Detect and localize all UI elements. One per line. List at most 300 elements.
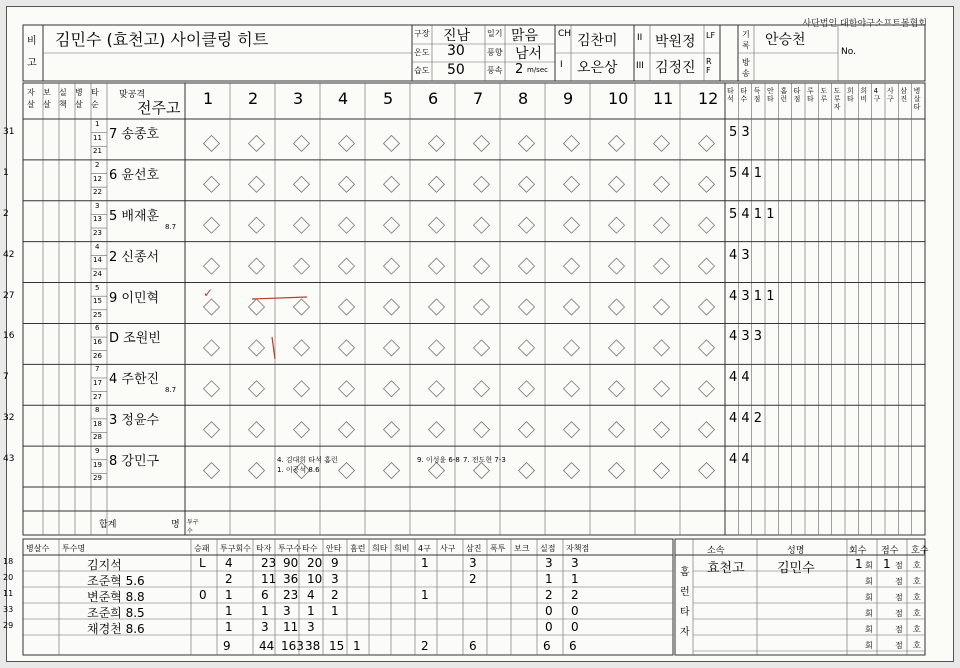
base-diamond: [519, 135, 535, 151]
pitcher-header: 보크: [514, 544, 530, 553]
hr-no-unit: 호: [913, 625, 921, 634]
pitcher-header: 병살수: [26, 544, 50, 553]
base-diamond: [384, 258, 400, 274]
inning-4-header: 4: [338, 89, 349, 108]
pitcher-ip: 1: [225, 620, 233, 634]
base-diamond: [249, 217, 265, 233]
pitcher-wl: 0: [199, 588, 207, 602]
base-diamond: [474, 176, 490, 192]
left-header: 타순: [91, 88, 99, 109]
pitcher-ab: 3: [307, 620, 315, 634]
lf-label: LF: [706, 31, 716, 40]
base-diamond: [429, 258, 445, 274]
row-margin-number: 7: [3, 372, 9, 383]
pitcher-header: 사구: [440, 544, 456, 553]
pitcher-header: 투구회수: [220, 544, 251, 553]
batter-sub: 8.7: [165, 222, 177, 231]
batter-name: 6 윤선호: [109, 167, 160, 183]
ump-ch-label: CH: [558, 29, 572, 39]
wind-speed: 2: [515, 62, 524, 77]
base-diamond: [654, 135, 670, 151]
base-diamond: [204, 299, 220, 315]
stat-header: 도루자: [833, 87, 841, 111]
stat-header: 타점: [793, 87, 801, 103]
base-diamond: [519, 258, 535, 274]
hr-side-label: 런: [680, 587, 690, 598]
pitcher-bb: 1: [421, 588, 429, 602]
base-diamond: [564, 381, 580, 397]
batter-stats: 4 3: [729, 247, 750, 263]
batter-name: D 조원빈: [109, 331, 161, 347]
hr-header: 호수: [911, 546, 929, 556]
base-diamond: [294, 381, 310, 397]
pitcher-total-hr: 1: [353, 639, 361, 653]
base-diamond: [699, 135, 715, 151]
base-diamond: [204, 422, 220, 438]
base-diamond: [384, 135, 400, 151]
pitcher-r: 0: [545, 604, 553, 618]
row-margin-number: 42: [3, 249, 15, 260]
pitcher-bf: 11: [261, 572, 277, 586]
hr-inning-unit: 회: [865, 641, 873, 650]
base-diamond: [609, 176, 625, 192]
inning-5-header: 5: [383, 89, 394, 108]
base-diamond: [654, 422, 670, 438]
pitcher-margin: 18: [3, 557, 14, 566]
pitcher-ip: 1: [225, 588, 233, 602]
totals-unit: 명: [171, 520, 180, 530]
hr-batter: 김민수: [777, 561, 815, 576]
pitcher-header: 안타: [326, 544, 342, 553]
base-diamond: [384, 463, 400, 479]
base-diamond: [384, 422, 400, 438]
stat-header: 희비: [860, 87, 868, 103]
association-name: 사단법인 대한야구소프트볼협회: [802, 19, 927, 29]
base-diamond: [699, 217, 715, 233]
inning-9-header: 9: [563, 89, 574, 108]
svg-text:✓: ✓: [203, 286, 214, 300]
pitcher-er: 0: [571, 604, 579, 618]
batter-stats: 4 3 1 1: [729, 288, 775, 304]
stat-header: 타수: [740, 87, 748, 103]
batter-code: 27: [93, 392, 102, 401]
pitcher-total-er: 6: [569, 639, 577, 653]
wind-dir-label: 풍향: [487, 48, 503, 57]
hr-point-unit: 점: [895, 577, 903, 586]
base-diamond: [474, 422, 490, 438]
pitcher-total-np: 163: [281, 639, 304, 653]
pitcher-er: 3: [571, 556, 579, 570]
hr-no-unit: 호: [913, 561, 921, 570]
batter-code: 6: [95, 324, 100, 333]
row-margin-number: 2: [3, 208, 9, 219]
pitcher-np: 36: [283, 572, 299, 586]
base-diamond: [699, 176, 715, 192]
pitcher-total-k: 6: [469, 639, 477, 653]
base-diamond: [699, 299, 715, 315]
note-3: 9. 이성윤 6-8: [417, 456, 460, 464]
base-diamond: [699, 340, 715, 356]
pitcher-ab: 1: [307, 604, 315, 618]
pitcher-r: 1: [545, 572, 553, 586]
stat-header: 홈런: [780, 87, 788, 103]
batter-code: 18: [93, 419, 102, 428]
base-diamond: [384, 381, 400, 397]
batter-code: 23: [93, 229, 102, 238]
batter-name: 9 이민혁: [109, 290, 160, 306]
batter-code: 19: [93, 460, 102, 469]
base-diamond: [339, 176, 355, 192]
inning-2-header: 2: [248, 89, 259, 108]
batter-code: 22: [93, 188, 102, 197]
pitcher-ab: 4: [307, 588, 315, 602]
base-diamond: [609, 340, 625, 356]
note-1: 4. 김대희 타석 홈런: [277, 456, 338, 464]
base-diamond: [294, 176, 310, 192]
hr-no-unit: 호: [913, 609, 921, 618]
base-diamond: [204, 176, 220, 192]
base-diamond: [609, 422, 625, 438]
base-diamond: [654, 217, 670, 233]
base-diamond: [249, 463, 265, 479]
ump-3: 김정진: [655, 60, 696, 76]
stat-header: 희타: [847, 87, 854, 103]
wind-speed-label: 풍속: [487, 66, 503, 75]
pitcher-header: 자책점: [566, 544, 590, 553]
base-diamond: [654, 381, 670, 397]
pitcher-wl: L: [199, 556, 206, 570]
base-diamond: [249, 422, 265, 438]
base-diamond: [384, 299, 400, 315]
base-diamond: [609, 217, 625, 233]
base-diamond: [564, 258, 580, 274]
batter-code: 1: [95, 120, 100, 128]
batter-code: 11: [93, 133, 102, 142]
pitcher-header: 승패: [194, 544, 210, 553]
batter-code: 16: [93, 338, 102, 347]
base-diamond: [429, 217, 445, 233]
pitcher-np: 3: [283, 604, 291, 618]
batter-code: 3: [95, 201, 100, 210]
base-diamond: [249, 381, 265, 397]
inning-11-header: 11: [653, 89, 674, 108]
team-name: 전주고: [137, 99, 181, 117]
pitcher-bb: 1: [421, 556, 429, 570]
weather-label: 일기: [487, 29, 503, 38]
base-diamond: [519, 176, 535, 192]
game-title: 김민수 (효천고) 사이클링 히트: [55, 30, 269, 49]
ump-2-label: II: [637, 33, 643, 43]
base-diamond: [609, 299, 625, 315]
inning-3-header: 3: [293, 89, 304, 108]
base-diamond: [294, 340, 310, 356]
stat-header: 삼진: [900, 87, 908, 103]
hr-side-label: 타: [680, 607, 690, 618]
base-diamond: [474, 217, 490, 233]
base-diamond: [564, 340, 580, 356]
pitcher-np: 23: [283, 588, 299, 602]
base-diamond: [294, 217, 310, 233]
ump-2: 박원정: [655, 34, 696, 50]
base-diamond: [429, 340, 445, 356]
pitcher-bf: 3: [261, 620, 269, 634]
base-diamond: [204, 258, 220, 274]
no-label: No.: [841, 47, 856, 57]
hr-side-label: 자: [680, 627, 690, 638]
broadcast-label: 방송: [742, 58, 750, 78]
batter-name: 3 정윤수: [109, 413, 160, 429]
batter-code: 29: [93, 474, 102, 483]
pitcher-k: 2: [469, 572, 477, 586]
pitcher-r: 0: [545, 620, 553, 634]
pitcher-r: 2: [545, 588, 553, 602]
stat-header: 4구: [873, 87, 881, 103]
pitcher-header: 폭투: [490, 544, 506, 553]
base-diamond: [249, 176, 265, 192]
base-diamond: [429, 422, 445, 438]
hr-inning-unit: 회: [865, 577, 873, 586]
base-diamond: [249, 135, 265, 151]
left-header: 보살: [43, 88, 51, 109]
stat-header: 사구: [887, 87, 894, 103]
batter-code: 17: [93, 378, 102, 387]
note-2: 1. 이공석 8.6: [277, 466, 320, 474]
ump-ch: 김찬미: [577, 33, 618, 49]
base-diamond: [294, 422, 310, 438]
pitcher-name: 김지석: [87, 558, 122, 572]
hr-inning: 1: [855, 557, 863, 571]
hr-no-unit: 호: [913, 641, 921, 650]
pitcher-header: 투수명: [62, 544, 86, 553]
pitcher-header: 4구: [418, 544, 431, 553]
pitcher-margin: 11: [3, 589, 14, 598]
temp: 30: [447, 43, 465, 59]
inning-8-header: 8: [518, 89, 529, 108]
base-diamond: [339, 340, 355, 356]
batter-code: 28: [93, 433, 102, 442]
base-diamond: [294, 299, 310, 315]
inning-10-header: 10: [608, 89, 629, 108]
base-diamond: [204, 463, 220, 479]
remark-label: 비고: [27, 36, 37, 69]
base-diamond: [564, 176, 580, 192]
pitcher-header: 타자: [256, 544, 272, 553]
scorer: 안승천: [765, 32, 806, 48]
base-diamond: [699, 422, 715, 438]
base-diamond: [384, 340, 400, 356]
batter-stats: 5 3: [729, 125, 750, 140]
pitcher-er: 2: [571, 588, 579, 602]
inning-12-header: 12: [698, 89, 719, 108]
hr-inning-unit: 회: [865, 609, 873, 618]
pitcher-bf: 23: [261, 556, 277, 570]
humidity-label: 습도: [414, 66, 430, 75]
base-diamond: [204, 381, 220, 397]
batter-code: 12: [93, 174, 102, 183]
base-diamond: [519, 463, 535, 479]
batter-stats: 4 4: [729, 452, 750, 468]
team-label: 맞공격: [119, 90, 146, 100]
wind-dir: 남서: [515, 46, 543, 62]
weather: 맑음: [511, 28, 539, 44]
hr-inning-unit: 회: [865, 625, 873, 634]
row-margin-number: 32: [3, 413, 15, 424]
batter-code: 14: [93, 256, 102, 265]
base-diamond: [564, 422, 580, 438]
ump-1-label: I: [560, 60, 563, 70]
pitcher-header: 실점: [540, 544, 556, 553]
batter-code: 7: [95, 365, 100, 374]
batter-name: 8 강민구: [109, 454, 160, 470]
batter-code: 5: [95, 283, 100, 292]
batter-name: 4 주한진: [109, 372, 160, 388]
ump-3-label: III: [636, 61, 644, 71]
pitcher-header: 희비: [394, 544, 410, 553]
venue-label: 구장: [414, 29, 430, 38]
left-header: 자살: [27, 88, 35, 109]
left-header: 실책: [59, 88, 67, 109]
hr-header: 점수: [881, 546, 899, 556]
hr-point-unit: 점: [895, 641, 903, 650]
row-margin-number: 27: [3, 290, 15, 301]
batter-stats: 5 4 1 1: [729, 206, 775, 222]
pitcher-header: 삼진: [466, 544, 482, 553]
pitcher-ip: 1: [225, 604, 233, 618]
base-diamond: [474, 135, 490, 151]
base-diamond: [384, 217, 400, 233]
pitcher-ip: 4: [225, 556, 233, 570]
batter-code: 8: [95, 406, 100, 415]
batter-code: 4: [95, 242, 100, 251]
base-diamond: [204, 135, 220, 151]
base-diamond: [339, 135, 355, 151]
row-margin-number: 1: [3, 167, 9, 178]
hr-team: 효천고: [707, 561, 745, 576]
base-diamond: [654, 176, 670, 192]
base-diamond: [474, 299, 490, 315]
pitcher-name: 조준혁 5.6: [87, 574, 145, 588]
pitcher-bf: 1: [261, 604, 269, 618]
pitcher-r: 3: [545, 556, 553, 570]
row-margin-number: 31: [3, 127, 15, 137]
pitcher-h: 1: [331, 604, 339, 618]
batter-stats: 4 4 2: [729, 411, 763, 427]
pitcher-total-r: 6: [543, 639, 551, 653]
left-header: 병살: [75, 88, 83, 109]
pitcher-margin: 33: [3, 605, 14, 614]
base-diamond: [474, 340, 490, 356]
base-diamond: [519, 217, 535, 233]
batter-code: 15: [93, 297, 102, 306]
pitcher-h: 9: [331, 556, 339, 570]
stat-header: 타석: [727, 87, 734, 103]
base-diamond: [204, 340, 220, 356]
inning-1-header: 1: [203, 89, 214, 108]
base-diamond: [249, 299, 265, 315]
base-diamond: [249, 340, 265, 356]
scorer-label: 기록: [742, 30, 750, 50]
batter-stats: 4 3 3: [729, 329, 763, 345]
base-diamond: [609, 463, 625, 479]
ump-1: 오은상: [577, 60, 618, 76]
batter-sub: 8.7: [165, 386, 177, 395]
hr-points: 1: [883, 557, 891, 571]
pitcher-ab: 20: [307, 556, 323, 570]
base-diamond: [519, 299, 535, 315]
pitcher-h: 2: [331, 588, 339, 602]
base-diamond: [294, 135, 310, 151]
pitcher-total-h: 15: [329, 639, 345, 653]
batter-code: 9: [95, 447, 100, 456]
hr-side-label: 홈: [680, 567, 690, 578]
base-diamond: [609, 135, 625, 151]
base-diamond: [564, 299, 580, 315]
batter-code: 26: [93, 351, 102, 360]
hr-header: 성명: [787, 546, 805, 556]
base-diamond: [339, 422, 355, 438]
base-diamond: [429, 176, 445, 192]
pitcher-er: 1: [571, 572, 579, 586]
base-diamond: [564, 135, 580, 151]
hr-header: 회수: [849, 546, 867, 556]
hr-no-unit: 호: [913, 593, 921, 602]
pitcher-er: 0: [571, 620, 579, 634]
base-diamond: [654, 340, 670, 356]
base-diamond: [699, 463, 715, 479]
pitcher-total-bf: 44: [259, 639, 275, 653]
pitcher-ip: 2: [225, 572, 233, 586]
base-diamond: [339, 299, 355, 315]
pitcher-total-bb: 2: [421, 639, 429, 653]
base-diamond: [519, 422, 535, 438]
base-diamond: [519, 340, 535, 356]
note-4: 7. 전도현 7-3: [463, 456, 506, 464]
pitcher-total-ab: 38: [305, 639, 321, 653]
pitcher-total-ip: 9: [223, 639, 231, 653]
stat-header: 안타: [767, 87, 774, 103]
pitcher-header: 홈런: [350, 544, 366, 553]
humidity: 50: [447, 62, 465, 78]
temp-label: 온도: [414, 48, 430, 57]
base-diamond: [339, 217, 355, 233]
pitcher-np: 90: [283, 556, 299, 570]
venue: 진남: [443, 28, 471, 44]
hr-point-unit: 점: [895, 625, 903, 634]
base-diamond: [519, 381, 535, 397]
stat-header: 득점: [753, 87, 761, 103]
stat-header: 도루: [820, 87, 828, 103]
base-diamond: [384, 176, 400, 192]
pitcher-h: 3: [331, 572, 339, 586]
base-diamond: [654, 299, 670, 315]
pitcher-margin: 29: [3, 621, 14, 630]
row-margin-number: 43: [3, 454, 15, 465]
pitcher-header: 투구수: [278, 544, 302, 553]
stat-header: 병살타: [913, 87, 921, 111]
base-diamond: [429, 135, 445, 151]
pitcher-name: 변준혁 8.8: [87, 590, 145, 604]
row-margin-number: 16: [3, 331, 15, 342]
hr-point-unit: 점: [895, 561, 903, 570]
base-diamond: [204, 217, 220, 233]
batter-code: 2: [95, 160, 100, 169]
pitcher-bf: 6: [261, 588, 269, 602]
base-diamond: [339, 258, 355, 274]
base-diamond: [654, 463, 670, 479]
base-diamond: [429, 299, 445, 315]
base-diamond: [699, 258, 715, 274]
pitcher-header: 희타: [372, 544, 388, 553]
